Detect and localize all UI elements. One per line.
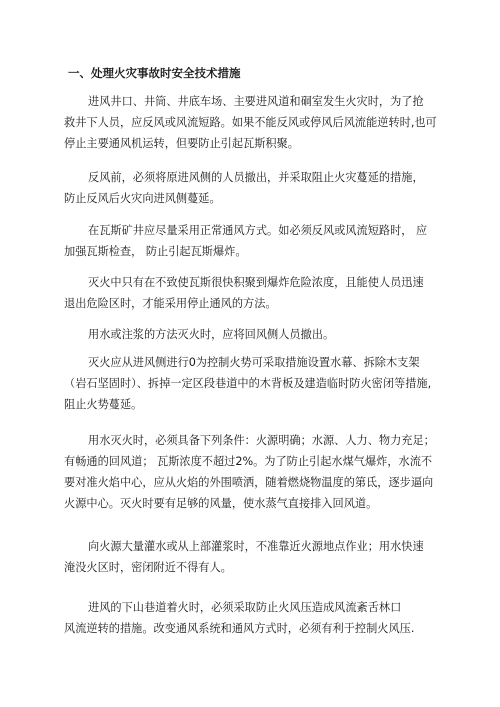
- text-line: 灭火应从进风侧进行0为控制火势可采取措施设置水幕、拆除木支架: [88, 356, 420, 369]
- text-line: 加强瓦斯检查， 防止引起瓦斯爆炸。: [64, 245, 247, 258]
- text-line: 向火源大量灌水或从上部灌浆时，不准靠近火源地点作业；用水快速: [88, 540, 424, 553]
- text-line: 防止反风后火灾向进风侧蔓延。: [64, 192, 221, 205]
- paragraph-2: [64, 167, 436, 209]
- text-line: 反风前，必须将原进风侧的人员撤出，并采取阻止火灾蔓延的措施，: [88, 171, 424, 184]
- text-line: 灭火中只有在不致使瓦斯很快积聚到爆炸危险浓度，且能使人员迅速: [88, 276, 424, 289]
- text-line: 有畅通的回风道； 瓦斯浓度不超过2%。为了防止引起水煤气爆炸，水流不: [64, 455, 433, 468]
- paragraph-6: [64, 352, 436, 415]
- text-line: 停止主要通风机运转，但要防止引起瓦斯积聚。: [64, 137, 299, 150]
- paragraph-5: [64, 324, 436, 345]
- paragraph-1: [64, 91, 436, 154]
- paragraph-4: [64, 272, 436, 314]
- text-line: 退出危险区时，才能采用停止通风的方法。: [64, 297, 277, 310]
- text-line: （岩石坚固时）、拆掉一定区段巷道中的木背板及建造临时防火密闭等措施,: [64, 377, 432, 390]
- text-line: 火源中心。灭火时要有足够的风量，使水蒸气直接排入回风道。: [64, 497, 378, 510]
- paragraph-9: [64, 597, 436, 639]
- text-line: 进风井口、井筒、井底车场、主要进风道和硐室发生火灾时，为了抢: [88, 95, 424, 108]
- text-line: 要对准火焰中心，应从火焰的外围喷洒，随着燃烧物温度的第氐，逐步逼向: [64, 476, 434, 489]
- paragraph-3: [64, 220, 436, 262]
- text-line: 救井下人员，应反风或风流短路。如果不能反风或停风后风流能逆转时,也可: [64, 116, 437, 129]
- text-line: 阻止火势蔓延。: [64, 398, 143, 411]
- text-line: 风流逆转的措施。改变通风系统和通风方式时，必须有利于控制火风压.: [64, 622, 415, 635]
- text-line: 进风的下山巷道着火时，必须采取防止火风压造成风流紊舌林口: [88, 601, 402, 614]
- text-line: 在瓦斯矿井应尽量采用正常通风方式。如必须反风或风流短路时， 应: [88, 224, 428, 237]
- section-heading: 一、处理火灾事故时安全技术措施: [68, 66, 241, 80]
- paragraph-8: [64, 536, 436, 578]
- text-line: 淹没火区时，密闭附近不得有人。: [64, 561, 232, 574]
- paragraph-7: [64, 430, 436, 514]
- text-line: 用水或注浆的方法灭火时，应将回风侧人员撤出。: [88, 328, 335, 341]
- text-line: 用水灭火时，必须具备下列条件：火源明确；水源、人力、物力充足；: [88, 434, 435, 447]
